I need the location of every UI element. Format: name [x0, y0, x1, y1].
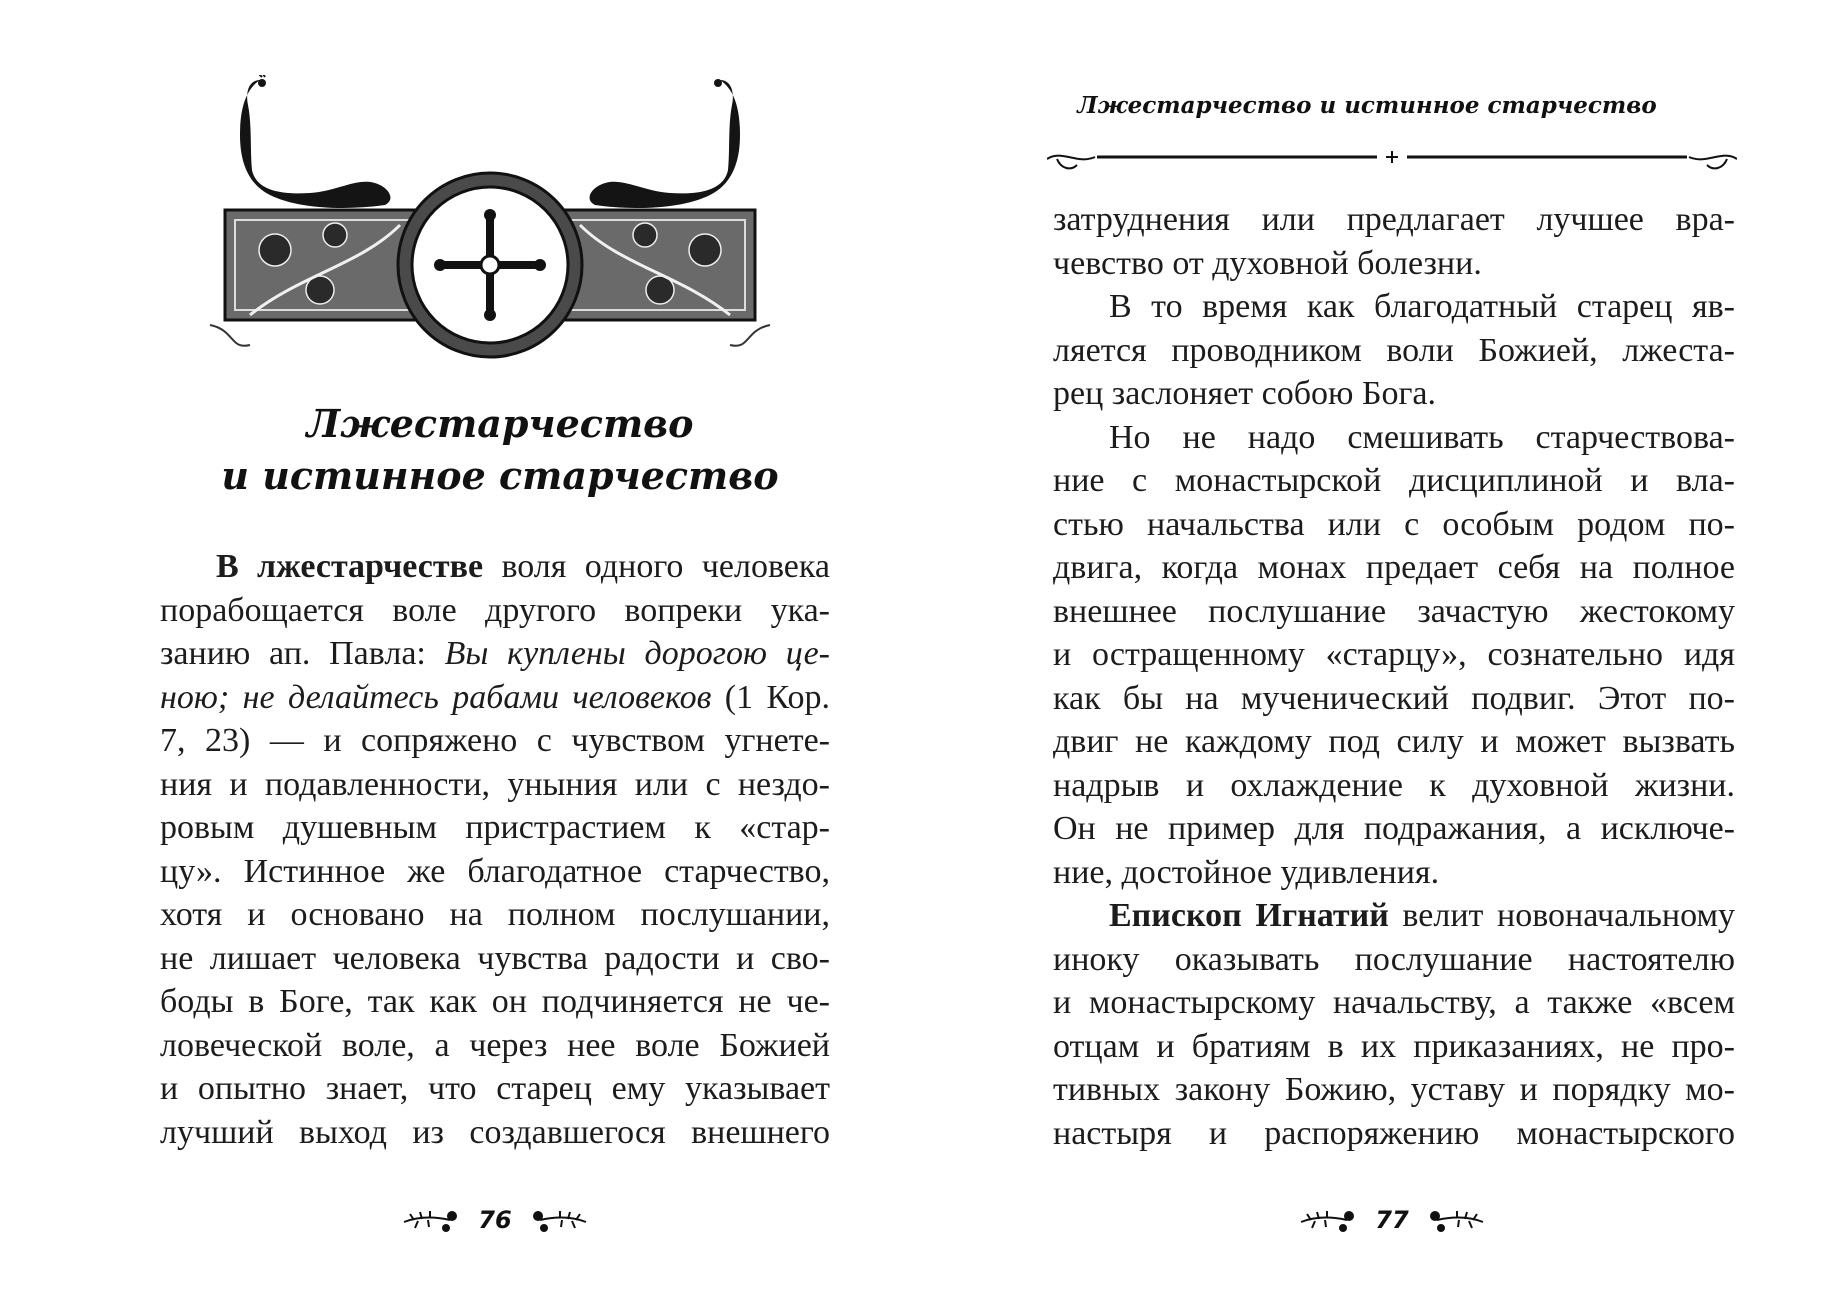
floral-sprig-icon: [526, 1202, 588, 1238]
text-line: ною; не делайтесь рабами человеков (1 Кор.: [160, 678, 830, 716]
text-line: хотя и основано на полном послушании,: [160, 896, 830, 933]
text-line: и остращенному «старцу», сознательно идя: [1053, 636, 1735, 673]
text-line: ровым душевным пристрастием к «стар-: [160, 809, 830, 846]
text-line: внешнее послушание зачастую жестокому: [1053, 592, 1735, 630]
text-line: настыря и распоряжению монастырского: [1053, 1114, 1735, 1152]
text-line: Но не надо смешивать старчествова-: [1109, 418, 1735, 456]
left-page: [0, 0, 917, 1297]
floral-sprig-icon: [1423, 1202, 1485, 1238]
peacock-cross-ornament: [190, 75, 790, 375]
text-line: цу». Истинное же благодатное старчество,: [160, 852, 830, 890]
text-line: и опытно знает, что старец ему указывает: [160, 1070, 830, 1107]
text-line: порабощается воле другого вопреки ука-: [160, 591, 830, 629]
text-line: В лжестарчестве воля одного человека: [216, 548, 830, 585]
scripture-quote: Вы куплены дорогою це-: [444, 635, 830, 672]
text-line: двига, когда монах предает себя на полное: [1053, 549, 1735, 586]
text-line: надрыв и охлаждение к духовной жизни.: [1053, 766, 1735, 804]
cross-medallion: [398, 173, 582, 357]
text-line: боды в Боге, так как он подчиняется не че-: [160, 983, 830, 1020]
text-line: ние, достойное удивления.: [1053, 853, 1440, 891]
text-line: рец заслоняет собою Бога.: [1053, 375, 1436, 412]
floral-sprig-icon: [402, 1202, 464, 1238]
right-peacock-icon: [590, 79, 740, 208]
text-line: не лишает человека чувства радости и сво-: [160, 939, 830, 977]
left-peacock-icon: [240, 75, 390, 208]
chapter-title-line1: Лжестарчество: [306, 401, 694, 446]
text-line: отцам и братиям в их приказаниях, не про-: [1053, 1027, 1735, 1065]
bold-term: Епископ Игнатий: [1109, 897, 1389, 934]
page-number: 76: [478, 1206, 512, 1234]
text-line: ловеческой воле, а через нее воле Божией: [160, 1026, 830, 1064]
scripture-quote: ною; не делайтесь рабами человеков: [160, 678, 712, 716]
text-line: 7, 23) — и сопряжено с чувством угнете-: [160, 722, 830, 759]
text-line: ния и подавленности, уныния или с нездо-: [160, 765, 830, 803]
text-line: Епископ Игнатий велит новоначальному: [1109, 897, 1736, 934]
text-line: затруднения или предлагает лучшее вра-: [1053, 201, 1735, 238]
text-line: Он не пример для подражания, а исключе-: [1053, 810, 1735, 847]
page-number: 77: [1375, 1206, 1409, 1234]
text-line: чевство от духовной болезни.: [1053, 244, 1482, 282]
floral-sprig-icon: [1299, 1202, 1361, 1238]
text-line: В то время как благодатный старец яв-: [1109, 288, 1735, 325]
decorative-rule: [1047, 145, 1737, 175]
text-line: ляется проводником воли Божией, лжеста-: [1053, 331, 1735, 369]
text-line: как бы на мученический подвиг. Этот по-: [1053, 679, 1735, 717]
right-body-text: [1053, 198, 1735, 1155]
text-line: и монастырскому начальству, а также «всем: [1053, 984, 1735, 1021]
text-line: иноку оказывать послушание настоятелю: [1053, 940, 1735, 978]
chapter-title-line2: и истинное старчество: [221, 453, 779, 498]
text-line: занию ап. Павла: Вы куплены дорогою це-: [160, 635, 830, 672]
text-line: стью начальства или с особым родом по-: [1053, 505, 1735, 543]
text-line: тивных закону Божию, уставу и порядку мо-: [1053, 1071, 1735, 1108]
bold-term: В лжестарчестве: [216, 548, 484, 585]
right-page: [917, 0, 1835, 1297]
page-number-footer: [395, 1200, 595, 1240]
text-line: лучший выход из создавшегося внешнего: [160, 1113, 830, 1151]
text-line: ние с монастырской дисциплиной и вла-: [1053, 462, 1735, 499]
running-head: Лжестарчество и истинное старчество: [1077, 92, 1657, 119]
page-number-footer: [1292, 1200, 1492, 1240]
left-body-text: [160, 545, 830, 1154]
text-line: двиг не каждому под силу и может вызвать: [1053, 723, 1735, 760]
